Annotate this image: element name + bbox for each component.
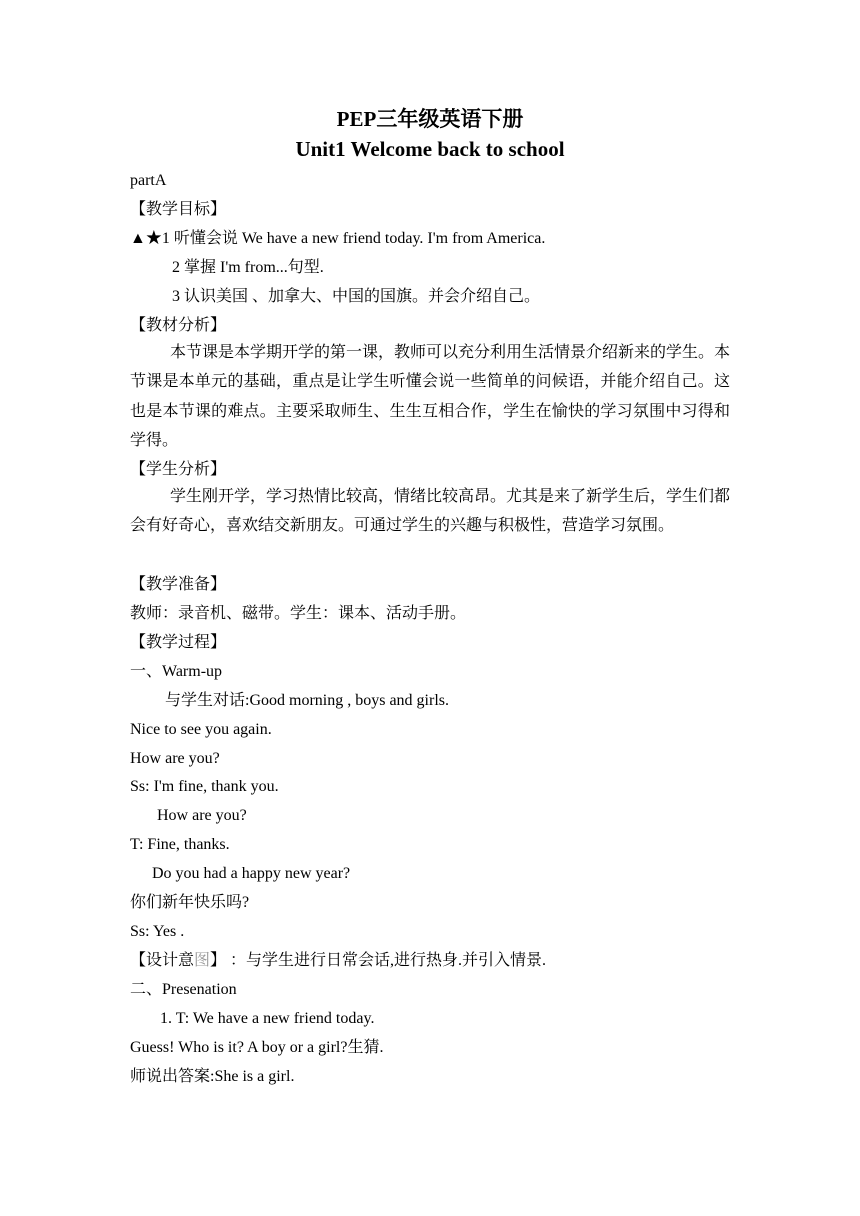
presentation-line-3: 师说出答案:She is a girl. [130,1068,295,1085]
warmup-line-3: How are you? [130,750,220,767]
objective-2: 2 掌握 I'm from...句型. [172,259,324,276]
warmup-line-8: 你们新年快乐吗? [130,894,250,911]
process-heading: 【教学过程】 [130,634,227,651]
warmup-heading: 一、Warm-up [130,663,223,680]
material-paragraph: 本节课是本学期开学的第一课，教师可以充分利用生活情景介绍新来的学生。本节课是本单元的基础，重点是让学生听懂会说一些简单的问候语，并能介绍自己。这也是本节课的难点。主要采取师生、生生互相合作，学生在愉快的学习氛围中习得和学得。 [130,344,731,449]
prep-text: 教师：录音机、磁带。学生：课本、活动手册。 [130,605,467,622]
warmup-line-1: 与学生对话:Good morning , boys and girls. [165,692,449,709]
objectives-heading: 【教学目标】 [130,201,227,218]
prep-heading: 【教学准备】 [130,576,227,593]
document-subtitle: Unit1 Welcome back to school [295,137,565,161]
design-intent-prefix: 【设计意 [130,952,195,969]
design-intent-text: 】 ：与学生进行日常会话,进行热身.并引入情景. [210,952,547,969]
part-label: partA [130,172,167,189]
objective-1: ▲★1 听懂会说 We have a new friend today. I'm from America. [130,230,546,247]
presentation-line-2: Guess! Who is it? A boy or a girl?生猜. [130,1039,384,1056]
warmup-line-4: Ss: I'm fine, thank you. [130,778,279,795]
student-heading: 【学生分析】 [130,461,227,478]
design-intent [130,950,546,972]
material-heading: 【教材分析】 [130,317,227,334]
warmup-line-9: Ss: Yes . [130,923,185,940]
student-paragraph: 学生刚开学，学习热情比较高，情绪比较高昂。尤其是来了新学生后，学生们都会有好奇心，喜欢结交新朋友。可通过学生的兴趣与积极性，营造学习氛围。 [130,488,731,535]
presentation-line-1: 1. T: We have a new friend today. [160,1010,375,1027]
warmup-line-7: Do you had a happy new year? [152,865,351,882]
objective-3: 3 认识美国 、加拿大、中国的国旗。并会介绍自己。 [172,288,541,305]
document-title: PEP三年级英语下册 [336,107,524,131]
presentation-heading: 二、Presenation [130,981,237,998]
warmup-line-2: Nice to see you again. [130,721,272,738]
design-intent-gray: 图 [194,952,211,969]
warmup-line-5: How are you? [157,807,247,824]
warmup-line-6: T: Fine, thanks. [130,836,230,853]
